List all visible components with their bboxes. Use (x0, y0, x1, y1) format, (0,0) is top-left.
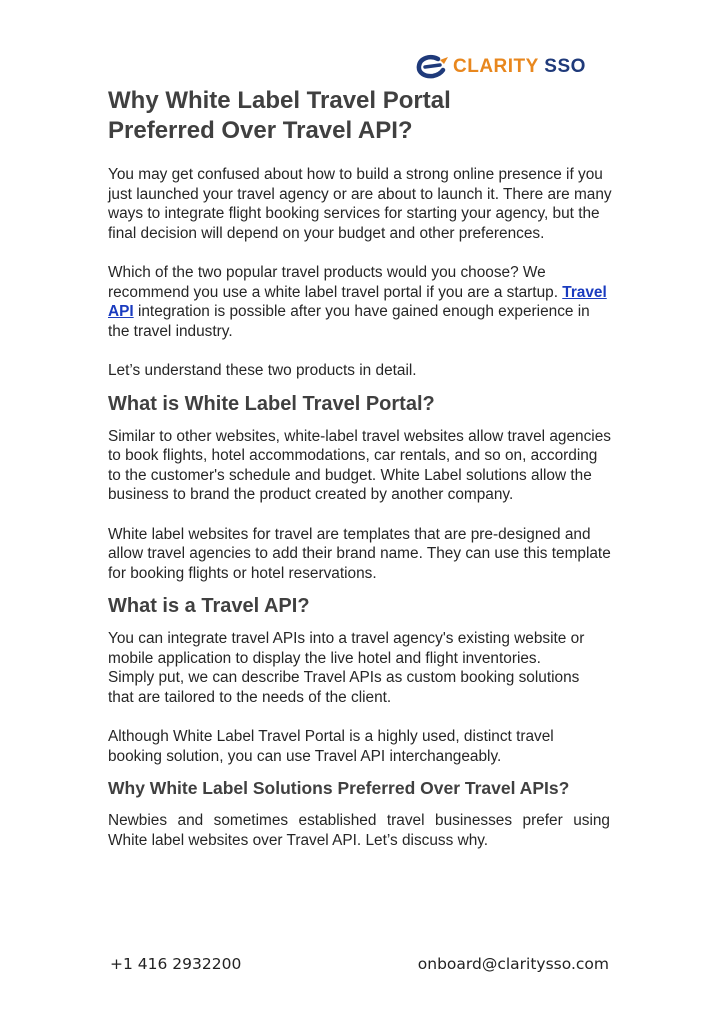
intro-p2-after: integration is possible after you have gained enough experience in the travel industry. (108, 303, 590, 340)
intro-paragraph-3: Let’s understand these two products in detail. (108, 362, 417, 379)
white-label-paragraph-2: White label websites for travel are templates that are pre-designed and allow travel agencies to add their brand name. They can use this template for booking flights or hotel reservations. (108, 525, 611, 582)
brand-logo (416, 52, 611, 82)
footer-email: onboard@claritysso.com (417, 955, 609, 973)
section-heading-why-white-label: Why White Label Solutions Preferred Over Travel APIs? (108, 778, 570, 798)
clarity-e-swoosh-icon (416, 54, 450, 80)
travel-api-paragraph-1: You can integrate travel APIs into a travel agency's existing website or mobile application to display the live hotel and flight inventories. Simply put, we can describe Travel APIs as custom booking solutions that are tailored to the needs of the client. (108, 630, 585, 706)
footer-phone: +1 416 2932200 (110, 955, 242, 973)
intro-paragraph-1: You may get confused about how to build a strong online presence if you just launched your travel agency or are about to launch it. There are many ways to integrate flight booking services for starting your agency, but the final decision will depend on your budget and other preferences. (108, 166, 612, 242)
why-white-label-paragraph-1: Newbies and sometimes established travel businesses prefer using White label websites over Travel API. Let’s discuss why. (108, 812, 610, 849)
section-heading-travel-api: What is a Travel API? (108, 595, 310, 617)
document-body (108, 86, 628, 870)
white-label-paragraph-1: Similar to other websites, white-label travel websites allow travel agencies to book flights, hotel accommodations, car rentals, and so on, according to the customer's schedule and budget. White Label solutions allow the business to brand the product created by another company. (108, 427, 611, 503)
brand-name (453, 56, 586, 78)
intro-p2-before: Which of the two popular travel products would you choose? We recommend you use a white label travel portal if you are a startup. (108, 264, 558, 301)
travel-api-paragraph-2: Although White Label Travel Portal is a highly used, distinct travel booking solution, you can use Travel API interchangeably. (108, 728, 554, 765)
intro-paragraph-2 (108, 263, 608, 341)
section-heading-white-label: What is White Label Travel Portal? (108, 392, 435, 415)
page-title: Why White Label Travel Portal Preferred Over Travel API? (108, 87, 451, 144)
brand-word-sso: SSO (544, 56, 586, 77)
travel-api-link[interactable]: Travel API (108, 283, 607, 320)
brand-word-clarity: CLARITY (453, 56, 539, 77)
